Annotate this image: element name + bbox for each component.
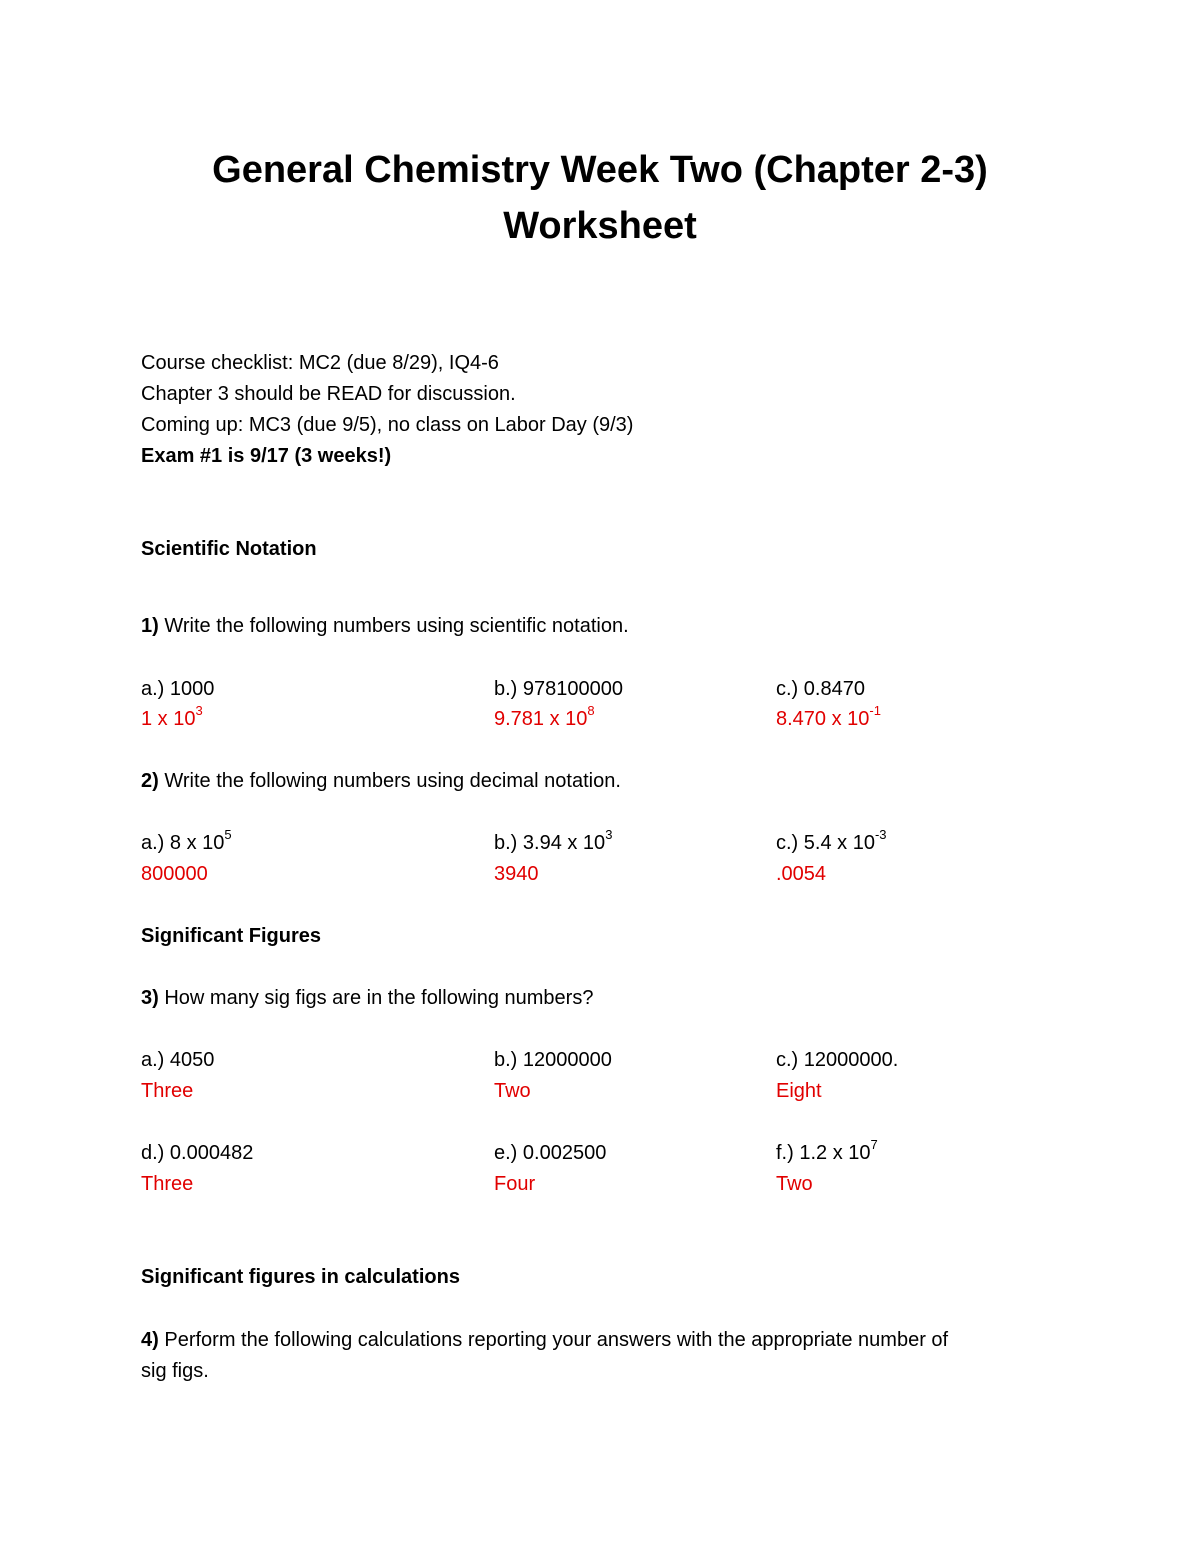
q3-answer-a: Three: [141, 1080, 194, 1102]
question-number: 3): [141, 987, 159, 1009]
coming-up-note: Coming up: MC3 (due 9/5), no class on Labor Day (9/3): [141, 414, 634, 436]
q1-answer-a: 1 x $10^3$: [141, 703, 203, 730]
q1-item-b: b.) 978100000: [494, 678, 624, 700]
q1-answer-b: 9.781 x $10^8$: [494, 703, 595, 730]
q3-answer-f: Two: [776, 1173, 813, 1195]
exam-note: Exam #1 is 9/17 (3 weeks!): [141, 445, 392, 467]
question-number: 4): [141, 1329, 159, 1351]
question-number: 2): [141, 770, 159, 792]
q1-item-c: c.) 0.8470: [776, 678, 865, 700]
section-heading-scientific-notation: Scientific Notation: [141, 538, 317, 560]
question-1: [141, 611, 629, 642]
q3-item-e: e.) 0.002500: [494, 1142, 607, 1164]
page-title: General Chemistry Week Two (Chapter 2-3): [212, 149, 988, 191]
question-4-continued: sig figs.: [141, 1360, 209, 1382]
q2-item-c: c.) 5.4 x $10^{-3}$: [776, 827, 887, 854]
q2-item-b: b.) 3.94 x $10^3$: [494, 827, 613, 854]
reading-note: Chapter 3 should be READ for discussion.: [141, 383, 516, 405]
q1-answer-c: 8.470 x $10^{-1}$: [776, 703, 881, 730]
q2-answer-b: 3940: [494, 863, 539, 885]
q3-item-a: a.) 4050: [141, 1049, 215, 1071]
section-heading-significant-figures: Significant Figures: [141, 925, 322, 947]
q3-answer-d: Three: [141, 1173, 194, 1195]
question-text: Write the following numbers using scientific notation.: [158, 615, 629, 637]
question-text: Perform the following calculations reporting your answers with the appropriate number of: [158, 1329, 949, 1351]
section-heading-sig-fig-calculations: Significant figures in calculations: [141, 1266, 460, 1288]
q3-answer-e: Four: [494, 1173, 536, 1195]
question-number: 1): [141, 615, 159, 637]
question-text: Write the following numbers using decimal notation.: [158, 770, 621, 792]
q2-item-a: a.) 8 x $10^5$: [141, 827, 232, 854]
q3-item-c: c.) 12000000.: [776, 1049, 899, 1071]
q3-item-f: f.) 1.2 x $10^7$: [776, 1137, 878, 1164]
question-3: [141, 983, 593, 1014]
question-text: How many sig figs are in the following numbers?: [158, 987, 594, 1009]
q3-answer-c: Eight: [776, 1080, 822, 1102]
q3-item-b: b.) 12000000: [494, 1049, 612, 1071]
page-subtitle: Worksheet: [503, 205, 697, 247]
q3-item-d: d.) 0.000482: [141, 1142, 254, 1164]
q2-answer-a: 800000: [141, 863, 208, 885]
question-4: [141, 1325, 948, 1356]
q2-answer-c: .0054: [776, 863, 827, 885]
course-checklist: Course checklist: MC2 (due 8/29), IQ4-6: [141, 352, 499, 374]
question-2: [141, 766, 621, 797]
q3-answer-b: Two: [494, 1080, 531, 1102]
q1-item-a: a.) 1000: [141, 678, 215, 700]
